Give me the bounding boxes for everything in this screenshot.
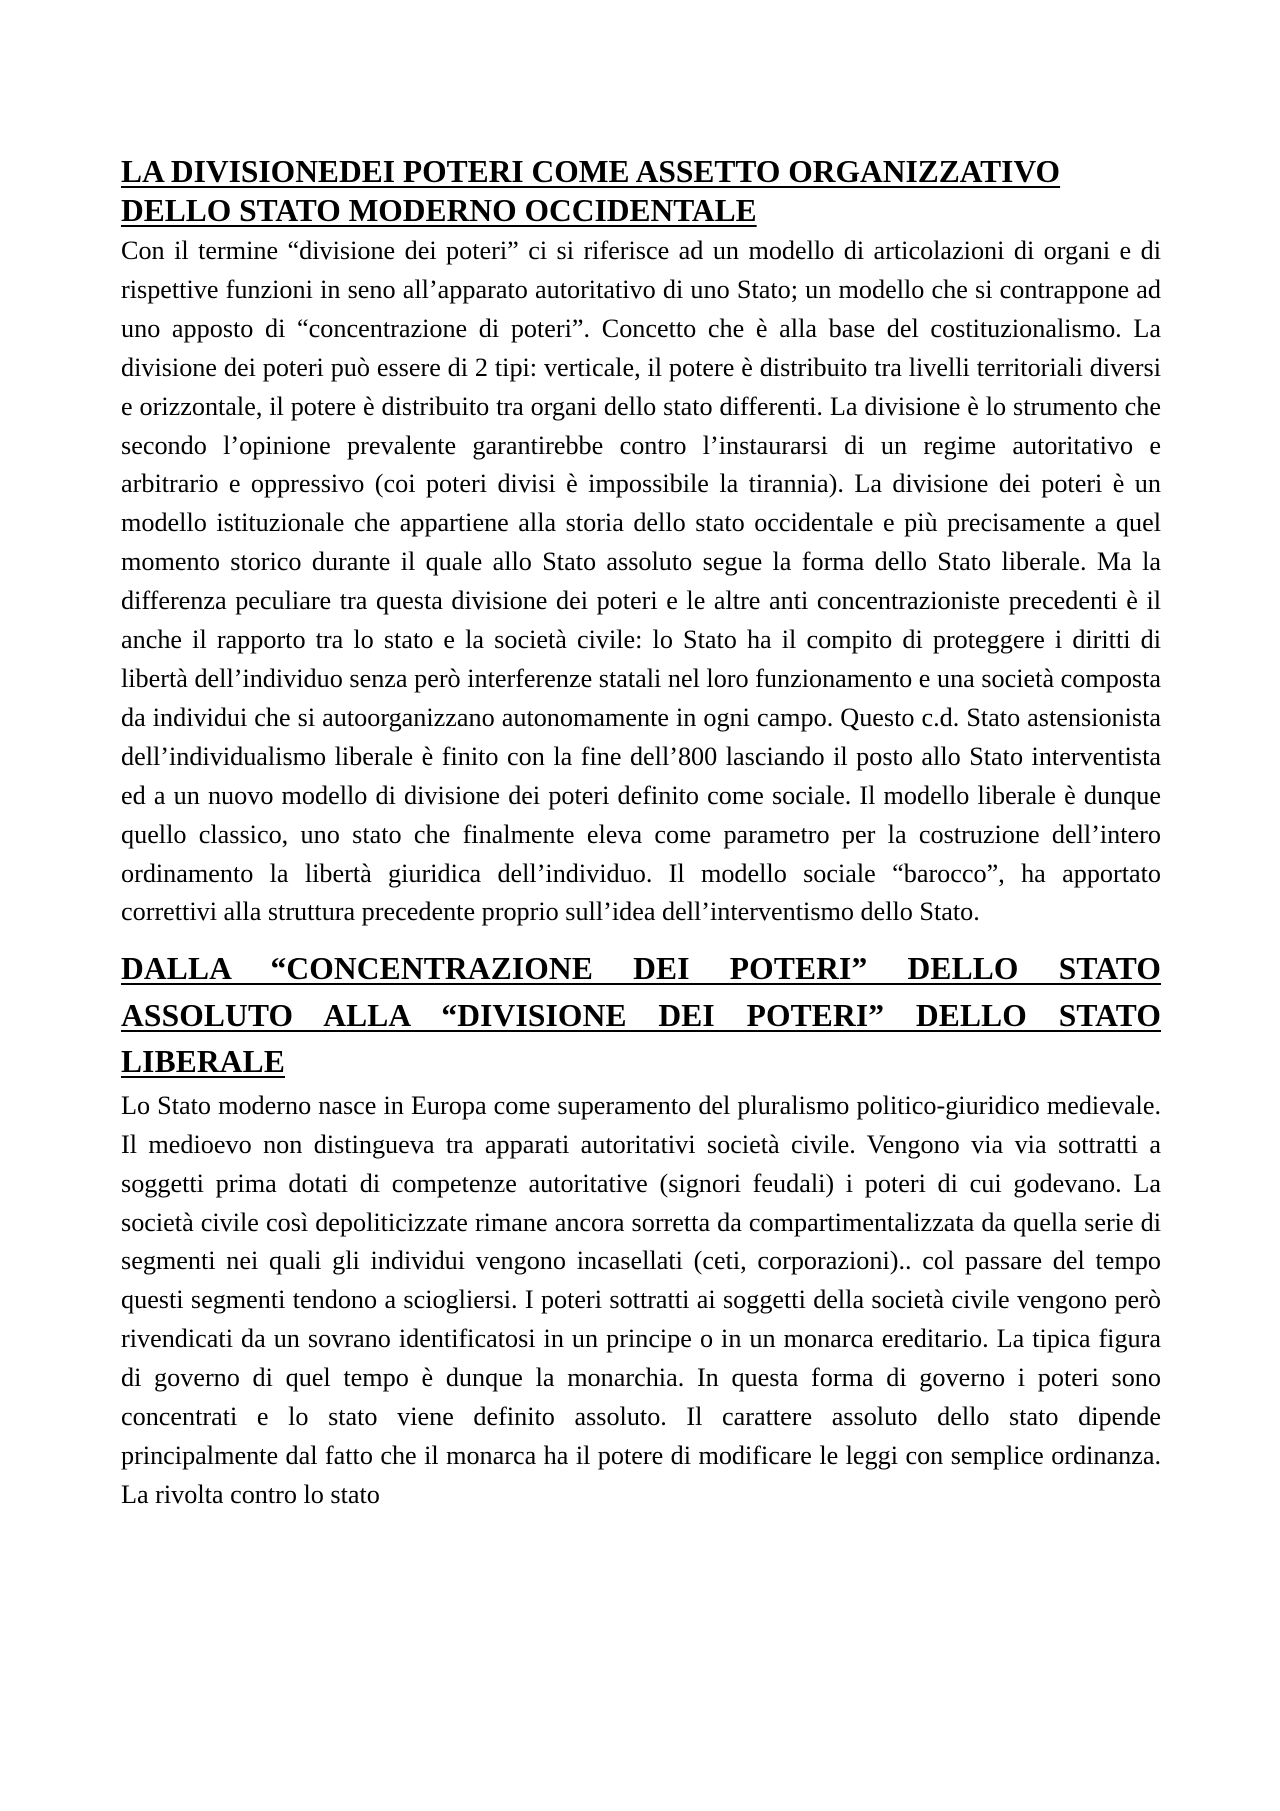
section-paragraph-stato-moderno: Lo Stato moderno nasce in Europa come superamento del pluralismo politico-giuridico medievale. Il medioevo non distingueva tra apparati autoritativi società civile. Vengono via via sottratti a soggetti prima dotati di competenze autoritative (signori feudali) i poteri di cui godevano. La società civile così depoliticizzate rimane ancora sorretta da compartimentalizzata da quella serie di segmenti nei quali gli individui vengono incasellati (ceti, corporazioni).. col passare del tempo questi segmenti tendono a sciogliersi. I poteri sottratti ai soggetti della società civile vengono però rivendicati da un sovrano identificatosi in un principe o in un monarca ereditario. La tipica figura di governo di quel tempo è dunque la monarchia. In questa forma di governo i poteri sono concentrati e lo stato viene definito assoluto. Il carattere assoluto dello stato dipende principalmente dal fatto che il monarca ha il potere di modificare le leggi con semplice ordinanza. La rivolta contro lo stato xyxy=(121,1090,1161,1509)
section-spacer xyxy=(121,932,1161,946)
section-heading-divisione-dei-poteri: LA DIVISIONEDEI POTERI COME ASSETTO ORGANIZZATIVO DELLO STATO MODERNO OCCIDENTALE xyxy=(121,154,1061,228)
document-page xyxy=(121,152,1161,1515)
section-paragraph-divisione-dei-poteri: Con il termine “divisione dei poteri” ci si riferisce ad un modello di articolazioni di organi e di rispettive funzioni in seno all’apparato autoritativo di uno Stato; un modello che si contrappone ad uno apposto di “concentrazione di poteri”. Concetto che è alla base del costituzionalismo. La divisione dei poteri può essere di 2 tipi: verticale, il potere è distribuito tra livelli territoriali diversi e orizzontale, il potere è distribuito tra organi dello stato differenti. La divisione è lo strumento che secondo l’opinione prevalente garantirebbe contro l’instaurarsi di un regime autoritativo e arbitrario e oppressivo (coi poteri divisi è impossibile la tirannia). La divisione dei poteri è un modello istituzionale che appartiene alla storia dello stato occidentale e più precisamente a quel momento storico durante il quale allo Stato assoluto segue la forma dello Stato liberale. Ma la differenza peculiare tra questa divisione dei poteri e le altre anti concentrazioniste precedenti è il anche il rapporto tra lo stato e la società civile: lo Stato ha il compito di proteggere i diritti di libertà dell’individuo senza però interferenze statali nel loro funzionamento e una società composta da individui che si autoorganizzano autonomamente in ogni campo. Questo c.d. Stato astensionista dell’individualismo liberale è finito con la fine dell’800 lasciando il posto allo Stato interventista ed a un nuovo modello di divisione dei poteri definito come sociale. Il modello liberale è dunque quello classico, uno stato che finalmente eleva come parametro per la costruzione dell’intero ordinamento la libertà giuridica dell’individuo. Il modello sociale “barocco”, ha apportato correttivi alla struttura precedente proprio sull’idea dell’interventismo dello Stato. xyxy=(121,236,1161,927)
section-heading-concentrazione-divisione: DALLA “CONCENTRAZIONE DEI POTERI” DELLO STATO ASSOLUTO ALLA “DIVISIONE DEI POTERI” DELLO STATO LIBERALE xyxy=(121,951,1161,1080)
